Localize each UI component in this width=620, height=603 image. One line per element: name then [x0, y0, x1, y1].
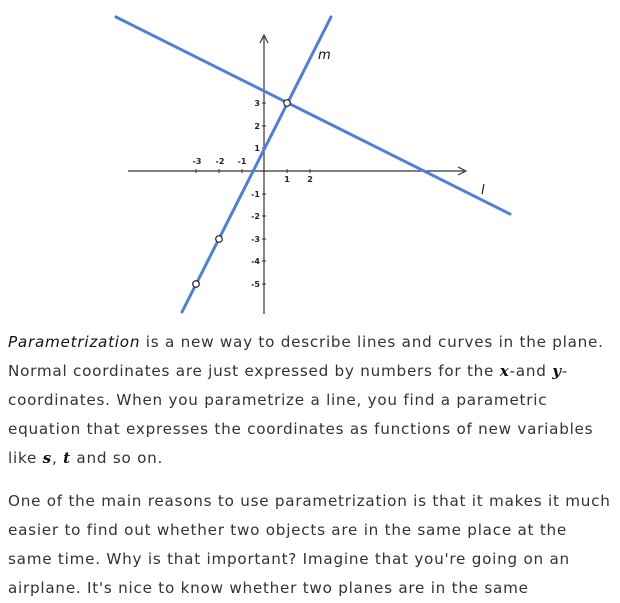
paragraph-text: is a new way to describe lines and curves in the plane. Normal coordinates are just expressed by numbers for the — [8, 333, 604, 380]
point-on-m — [216, 236, 223, 243]
intersection-point — [284, 100, 291, 107]
line-l-label: l — [481, 183, 485, 198]
y-tick-label: 2 — [254, 122, 260, 131]
y-tick-label: -5 — [251, 280, 260, 289]
y-tick-label: 1 — [254, 144, 260, 153]
math-x: x — [499, 362, 510, 380]
paragraph-text: -and — [509, 362, 553, 380]
line-m-label: m — [318, 48, 331, 63]
y-tick-label: -2 — [251, 212, 260, 221]
x-tick-label: -2 — [215, 157, 225, 166]
x-tick-label: -3 — [192, 157, 202, 166]
paragraph-reasons: One of the main reasons to use parametrization is that it makes it much easier to find out whether two objects are in the same place at the same time. Why is that important? Imagine that you're going on an airplane. It's nice to know whether two planes are in the same — [8, 492, 611, 597]
paragraph-text: , — [51, 449, 64, 467]
y-tick-label: -1 — [251, 190, 260, 199]
math-t: t — [63, 449, 71, 467]
paragraph-parametrization — [8, 328, 614, 473]
y-tick-label: -3 — [251, 235, 260, 244]
term-parametrization: Parametrization — [8, 333, 141, 351]
paragraph-text: -coordinates. When you parametrize a line, you find a parametric equation that expresses the coordinates as functions of new variables like — [8, 362, 594, 467]
x-tick-label: 1 — [284, 175, 290, 184]
y-tick-label: 3 — [254, 99, 260, 108]
point-on-m — [193, 281, 200, 288]
math-s: s — [42, 449, 52, 467]
math-y: y — [552, 362, 562, 380]
line-l — [116, 17, 510, 214]
x-tick-label: 2 — [307, 175, 313, 184]
x-tick-label: -1 — [237, 157, 247, 166]
paragraph-text: and so on. — [70, 449, 164, 467]
y-tick-label: -4 — [251, 257, 260, 266]
